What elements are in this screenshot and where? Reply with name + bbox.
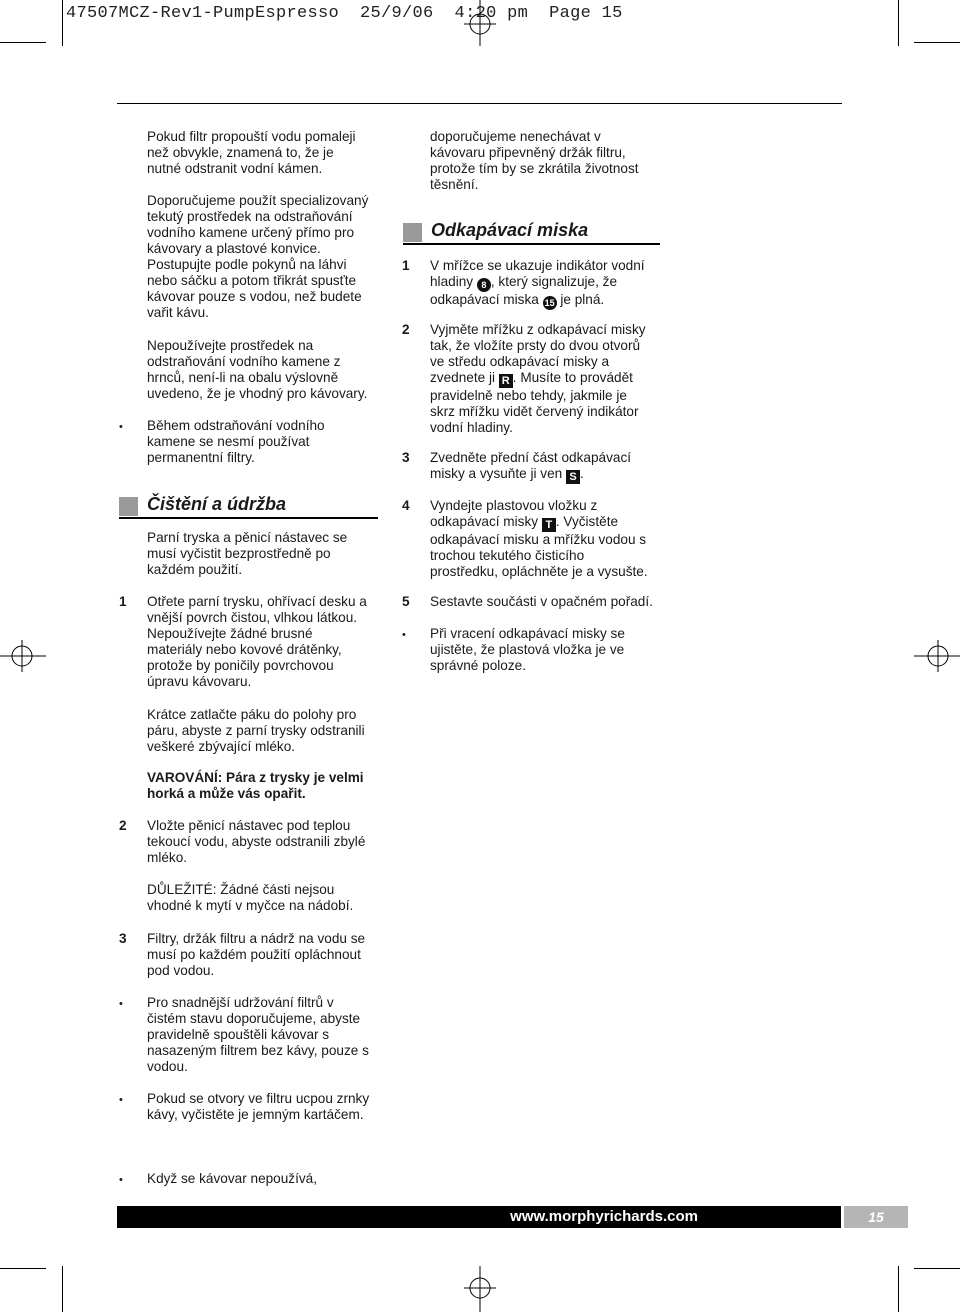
figure-ref-icon: S (566, 470, 580, 484)
text-line (430, 370, 690, 388)
text-line: horká a může vás opařit. (147, 786, 306, 801)
step-number: 4 (402, 498, 410, 513)
text-fragment: zvednete ji (430, 370, 499, 385)
crop-mark (914, 1268, 960, 1269)
footer-bar (117, 1206, 841, 1228)
bullet-item (147, 1091, 407, 1123)
text-line (430, 292, 690, 310)
text-line: pod vodou. (147, 963, 215, 978)
step-text (430, 594, 690, 610)
crop-mark (0, 1268, 46, 1269)
footer-website-link[interactable]: www.morphyrichards.com (510, 1208, 698, 1225)
text-line: hrnců, není-li na obalu výslovně (147, 370, 339, 385)
text-line: nasazeným filtrem bez kávy, pouze s (147, 1043, 369, 1058)
bullet-icon: • (119, 1094, 123, 1106)
text-line: permanentní filtry. (147, 450, 255, 465)
text-line: materiály nebo kovové drátěnky, (147, 642, 342, 657)
step-text (430, 498, 690, 580)
text-line: skrz mřížku vidět červený indikátor (430, 404, 639, 419)
step-text (147, 707, 407, 755)
bullet-item (147, 995, 407, 1075)
text-line: protože tím by se zkrátila životnost (430, 161, 639, 176)
step-number: 1 (402, 258, 410, 273)
text-line: Při vracení odkapávací misky se (430, 626, 625, 641)
section-heading-drip-tray (403, 222, 663, 244)
text-line: prostředku, opláchněte je a vysušte. (430, 564, 648, 579)
step-number: 1 (119, 594, 127, 609)
text-line: veškeré zbývající mléko. (147, 739, 296, 754)
section-marker-icon (119, 497, 138, 516)
text-line: vodou. (147, 1059, 188, 1074)
text-fragment: odkapávací misky (430, 514, 542, 529)
text-line: těsnění. (430, 177, 479, 192)
text-line: ujistěte, že plastová vložka je ve (430, 642, 625, 657)
text-line: Vyndejte plastovou vložku z (430, 498, 598, 513)
text-line: protože by poničily povrchovou (147, 658, 334, 673)
text-line: Filtry, držák filtru a nádrž na vodu se (147, 931, 366, 946)
text-fragment: . (579, 466, 584, 481)
text-line: páru, abyste z parní trysky odstranili (147, 723, 365, 738)
text-line: Krátce zatlačte páku do polohy pro (147, 707, 357, 722)
indicator-badge-icon: 8 (477, 278, 491, 292)
text-line: Když se kávovar nepoužívá, (147, 1171, 318, 1186)
text-line: vodního kamene určený přímo pro (147, 225, 355, 240)
step-text (147, 931, 407, 979)
text-fragment: , který signalizuje, že (490, 274, 618, 289)
paragraph (147, 530, 397, 578)
text-line: DŮLEŽITÉ: Žádné části nejsou (147, 882, 335, 897)
text-line: úpravu kávovaru. (147, 674, 252, 689)
step-text (147, 594, 407, 690)
text-line: vařit kávu. (147, 305, 209, 320)
step-number: 3 (119, 931, 127, 946)
bullet-item (147, 418, 397, 466)
text-line: kávovaru připevněný držák filtru, (430, 145, 626, 160)
text-line: doporučujeme nenechávat v (430, 129, 601, 144)
text-line (430, 274, 690, 292)
text-line: Otřete parní trysku, ohřívací desku a (147, 594, 367, 609)
text-line: trochou tekutého čisticího (430, 548, 585, 563)
text-line: musí vyčistit bezprostředně po (147, 546, 331, 561)
text-line: V mřížce se ukazuje indikátor vodní (430, 258, 645, 273)
step-number: 5 (402, 594, 410, 609)
text-fragment: . Vyčistěte (555, 514, 619, 529)
step-text (430, 322, 690, 436)
paragraph (147, 338, 407, 402)
registration-mark-icon (914, 640, 960, 672)
bullet-item (147, 1171, 407, 1187)
text-line: vhodné k mytí v myčce na nádobí. (147, 898, 354, 913)
text-line: Vložte pěnicí nástavec pod teplou (147, 818, 351, 833)
bullet-icon: • (119, 1174, 123, 1186)
text-line: kávovary a plastové konvice. (147, 241, 321, 256)
section-rule (119, 517, 378, 519)
text-line: kamene se nesmí používat (147, 434, 310, 449)
bullet-icon: • (402, 629, 406, 641)
text-line: pravidelně nebo tehdy, jakmile je (430, 388, 627, 403)
text-line: tekoucí vodu, abyste odstranili zbylé (147, 834, 366, 849)
section-title: Čištění a údržba (147, 494, 287, 514)
text-fragment: . Musíte to provádět (512, 370, 633, 385)
crop-mark (914, 42, 960, 43)
text-line: Vyjměte mřížku z odkapávací misky (430, 322, 646, 337)
text-line: čistém stavu doporučujeme, abyste (147, 1011, 361, 1026)
text-line: správné poloze. (430, 658, 526, 673)
important-note (147, 882, 407, 914)
text-fragment: hladiny (430, 274, 477, 289)
text-line: každém použití. (147, 562, 243, 577)
text-line: vodní hladiny. (430, 420, 513, 435)
paragraph (147, 129, 397, 177)
text-line: Sestavte součásti v opačném pořadí. (430, 594, 653, 609)
text-line: tak, že vložíte prsty do dvou otvorů (430, 338, 641, 353)
text-line: kávovar pouze s vodou, než budete (147, 289, 362, 304)
figure-ref-icon: T (542, 518, 556, 532)
print-slug: 47507MCZ-Rev1-PumpEspresso 25/9/06 4:20 pm Page 15 (66, 4, 623, 23)
figure-ref-icon: R (499, 374, 513, 388)
step-number: 3 (402, 450, 410, 465)
bullet-icon: • (119, 998, 123, 1010)
drip-tray-badge-icon: 15 (544, 298, 555, 308)
text-line: VAROVÁNÍ: Pára z trysky je velmi (147, 770, 364, 785)
step-text (147, 818, 407, 866)
step-text (430, 450, 690, 484)
text-line: tekutý prostředek na odstraňování (147, 209, 353, 224)
paragraph (430, 129, 690, 193)
text-line: vnější povrch čistou, vlhkou látkou. (147, 610, 358, 625)
text-line: Postupujte podle pokynů na láhvi (147, 257, 347, 272)
bullet-icon: • (119, 421, 123, 433)
crop-mark (898, 1266, 899, 1312)
page-number: 15 (844, 1206, 908, 1228)
text-line: Nepoužívejte prostředek na (147, 338, 314, 353)
text-line: pravidelně spouštěli kávovar s (147, 1027, 330, 1042)
text-line: Pokud filtr propouští vodu pomaleji (147, 129, 356, 144)
text-line: Pokud se otvory ve filtru ucpou zrnky (147, 1091, 370, 1106)
text-line: kávy, vyčistěte je jemným kartáčem. (147, 1107, 364, 1122)
crop-mark (898, 0, 899, 46)
paragraph (147, 193, 397, 321)
section-title: Odkapávací miska (431, 220, 589, 240)
warning-text (147, 770, 407, 802)
text-line: nutné odstranit vodní kámen. (147, 161, 323, 176)
text-line: než obvykle, znamená to, že je (147, 145, 334, 160)
text-line: uvedeno, že je vhodný pro kávovary. (147, 386, 368, 401)
step-number: 2 (119, 818, 127, 833)
text-line: Nepoužívejte žádné brusné (147, 626, 313, 641)
step-text (430, 258, 690, 310)
section-marker-icon (403, 223, 422, 242)
text-line (430, 514, 690, 532)
text-line (430, 466, 690, 484)
text-line: odstraňování vodního kamene z (147, 354, 341, 369)
section-heading-cleaning (119, 496, 379, 518)
text-line: Zvedněte přední část odkapávací (430, 450, 632, 465)
step-number: 2 (402, 322, 410, 337)
text-line: Během odstraňování vodního (147, 418, 325, 433)
right-column (400, 0, 700, 1200)
text-fragment: je plná. (556, 292, 605, 307)
text-line: ve středu odkapávací misky a (430, 354, 610, 369)
text-line: musí po každém použití opláchnout (147, 947, 361, 962)
text-line: mléko. (147, 850, 188, 865)
text-line: odkapávací misku a mřížku vodou s (430, 532, 647, 547)
section-rule (403, 243, 660, 245)
bullet-item (430, 626, 690, 674)
text-line: Parní tryska a pěnicí nástavec se (147, 530, 348, 545)
text-line: nebo sáčku a potom třikrát spusťte (147, 273, 357, 288)
text-line: Pro snadnější udržování filtrů v (147, 995, 334, 1010)
registration-mark-icon (464, 1266, 496, 1312)
text-fragment: misky a vysuňte ji ven (430, 466, 566, 481)
text-line: Doporučujeme použít specializovaný (147, 193, 369, 208)
text-fragment: odkapávací miska (430, 292, 543, 307)
crop-mark (62, 1266, 63, 1312)
